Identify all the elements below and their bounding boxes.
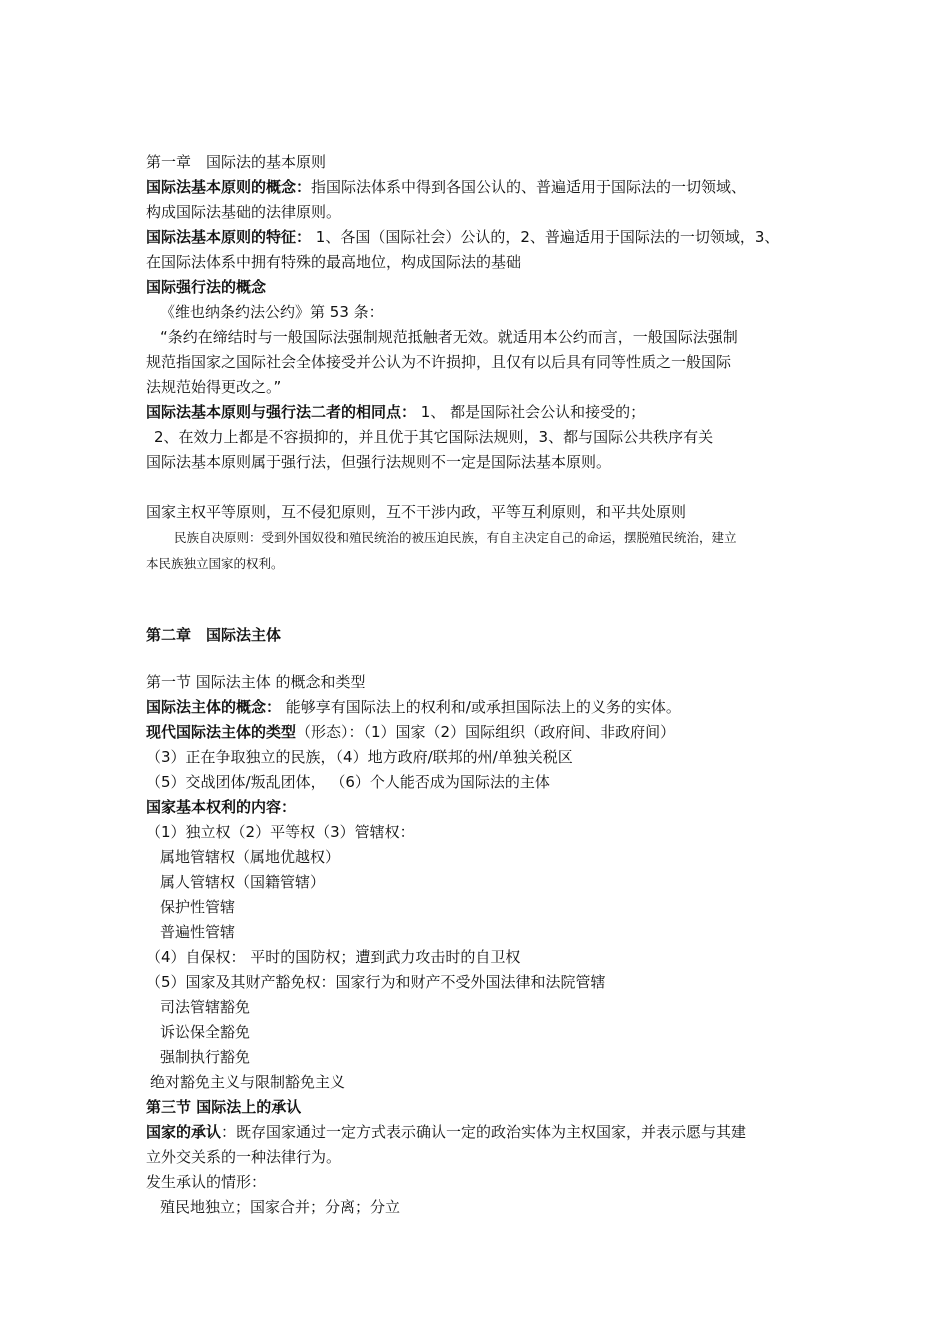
self-determination-line-2: 本民族独立国家的权利。: [146, 556, 284, 571]
jurisdiction-universal: 普遍性管辖: [160, 923, 236, 941]
subject-types-label: 现代国际法主体的类型: [146, 723, 297, 741]
spacer: [146, 475, 826, 500]
quote-line-1: “条约在缔结时与一般国际法强制规范抵触者无效。就适用本公约而言，一般国际法强制: [160, 328, 738, 346]
jus-cogens-heading: 国际强行法的概念: [146, 278, 267, 296]
section-3-title: 第三节 国际法上的承认: [146, 1098, 302, 1116]
subject-types-line-2: （3）正在争取独立的民族，（4）地方政府/联邦的州/单独关税区: [146, 748, 573, 766]
spacer: [146, 577, 826, 623]
basic-rights-1-3: （1）独立权（2）平等权（3）管辖权：: [146, 823, 415, 841]
immunity-provisional: 诉讼保全豁免: [160, 1023, 251, 1041]
vienna-reference: 《维也纳条约法公约》第 53 条：: [160, 303, 384, 321]
concept-text: 指国际法体系中得到各国公认的、普遍适用于国际法的一切领域、: [311, 178, 747, 196]
section-1-title: 第一节 国际法主体 的概念和类型: [146, 673, 366, 691]
basic-rights-5: （5）国家及其财产豁免权：国家行为和财产不受外国法律和法院管辖: [146, 973, 606, 991]
document-body: [146, 150, 826, 1220]
immunity-theories: 绝对豁免主义与限制豁免主义: [150, 1073, 346, 1091]
subject-concept-text: 能够享有国际法上的权利和/或承担国际法上的义务的实体。: [281, 698, 681, 716]
features-text: 1、各国（国际社会）公认的，2、普遍适用于国际法的一切领域，3、: [311, 228, 780, 246]
recognition-cases-list: 殖民地独立；国家合并；分离；分立: [160, 1198, 401, 1216]
basic-rights-4: （4）自保权： 平时的国防权；遭到武力攻击时的自卫权: [146, 948, 521, 966]
jurisdiction-territorial: 属地管辖权（属地优越权）: [160, 848, 341, 866]
concept-text-line2: 构成国际法基础的法律原则。: [146, 203, 342, 221]
recognition-label: 国家的承认: [146, 1123, 222, 1141]
recognition-paragraph: [146, 1120, 826, 1145]
chapter-1-title: 第一章 国际法的基本原则: [146, 153, 327, 171]
similarity-text: 1、 都是国际社会公认和接受的；: [416, 403, 646, 421]
principles-list: 国家主权平等原则，互不侵犯原则，互不干涉内政，平等互利原则，和平共处原则: [146, 503, 687, 521]
relation-sentence: 国际法基本原则属于强行法，但强行法规则不一定是国际法基本原则。: [146, 453, 612, 471]
similarity-text-line2: 2、在效力上都是不容损抑的，并且优于其它国际法规则，3、都与国际公共秩序有关: [154, 428, 714, 446]
jurisdiction-protective: 保护性管辖: [160, 898, 236, 916]
jurisdiction-personal: 属人管辖权（国籍管辖）: [160, 873, 326, 891]
subject-concept-paragraph: [146, 695, 826, 720]
features-label: 国际法基本原则的特征：: [146, 228, 312, 246]
self-determination-line-1: 民族自决原则：受到外国奴役和殖民统治的被压迫民族，有自主决定自己的命运，摆脱殖民统治，建立: [174, 530, 737, 545]
recognition-cases-heading: 发生承认的情形：: [146, 1173, 267, 1191]
spacer: [146, 648, 826, 670]
basic-rights-heading: 国家基本权利的内容：: [146, 798, 297, 816]
recognition-text-line2: 立外交关系的一种法律行为。: [146, 1148, 342, 1166]
quote-line-2: 规范指国家之国际社会全体接受并公认为不许损抑，且仅有以后具有同等性质之一般国际: [146, 353, 732, 371]
immunity-execution: 强制执行豁免: [160, 1048, 251, 1066]
subject-types-paragraph: [146, 720, 826, 745]
subject-types-text: （形态）：（1）国家（2）国际组织（政府间、非政府间）: [296, 723, 676, 741]
chapter-2-title: 第二章 国际法主体: [146, 626, 282, 644]
recognition-text: ：既存国家通过一定方式表示确认一定的政治实体为主权国家，并表示愿与其建: [221, 1123, 747, 1141]
concept-label: 国际法基本原则的概念：: [146, 178, 312, 196]
subject-concept-label: 国际法主体的概念：: [146, 698, 282, 716]
concept-paragraph: [146, 175, 826, 200]
subject-types-line-3: （5）交战团体/叛乱团体， （6）个人能否成为国际法的主体: [146, 773, 550, 791]
immunity-judicial: 司法管辖豁免: [160, 998, 251, 1016]
similarity-label: 国际法基本原则与强行法二者的相同点：: [146, 403, 417, 421]
similarity-paragraph: [146, 400, 826, 425]
features-paragraph: [146, 225, 826, 250]
features-text-line2: 在国际法体系中拥有特殊的最高地位，构成国际法的基础: [146, 253, 522, 271]
quote-line-3: 法规范始得更改之。”: [146, 378, 282, 396]
